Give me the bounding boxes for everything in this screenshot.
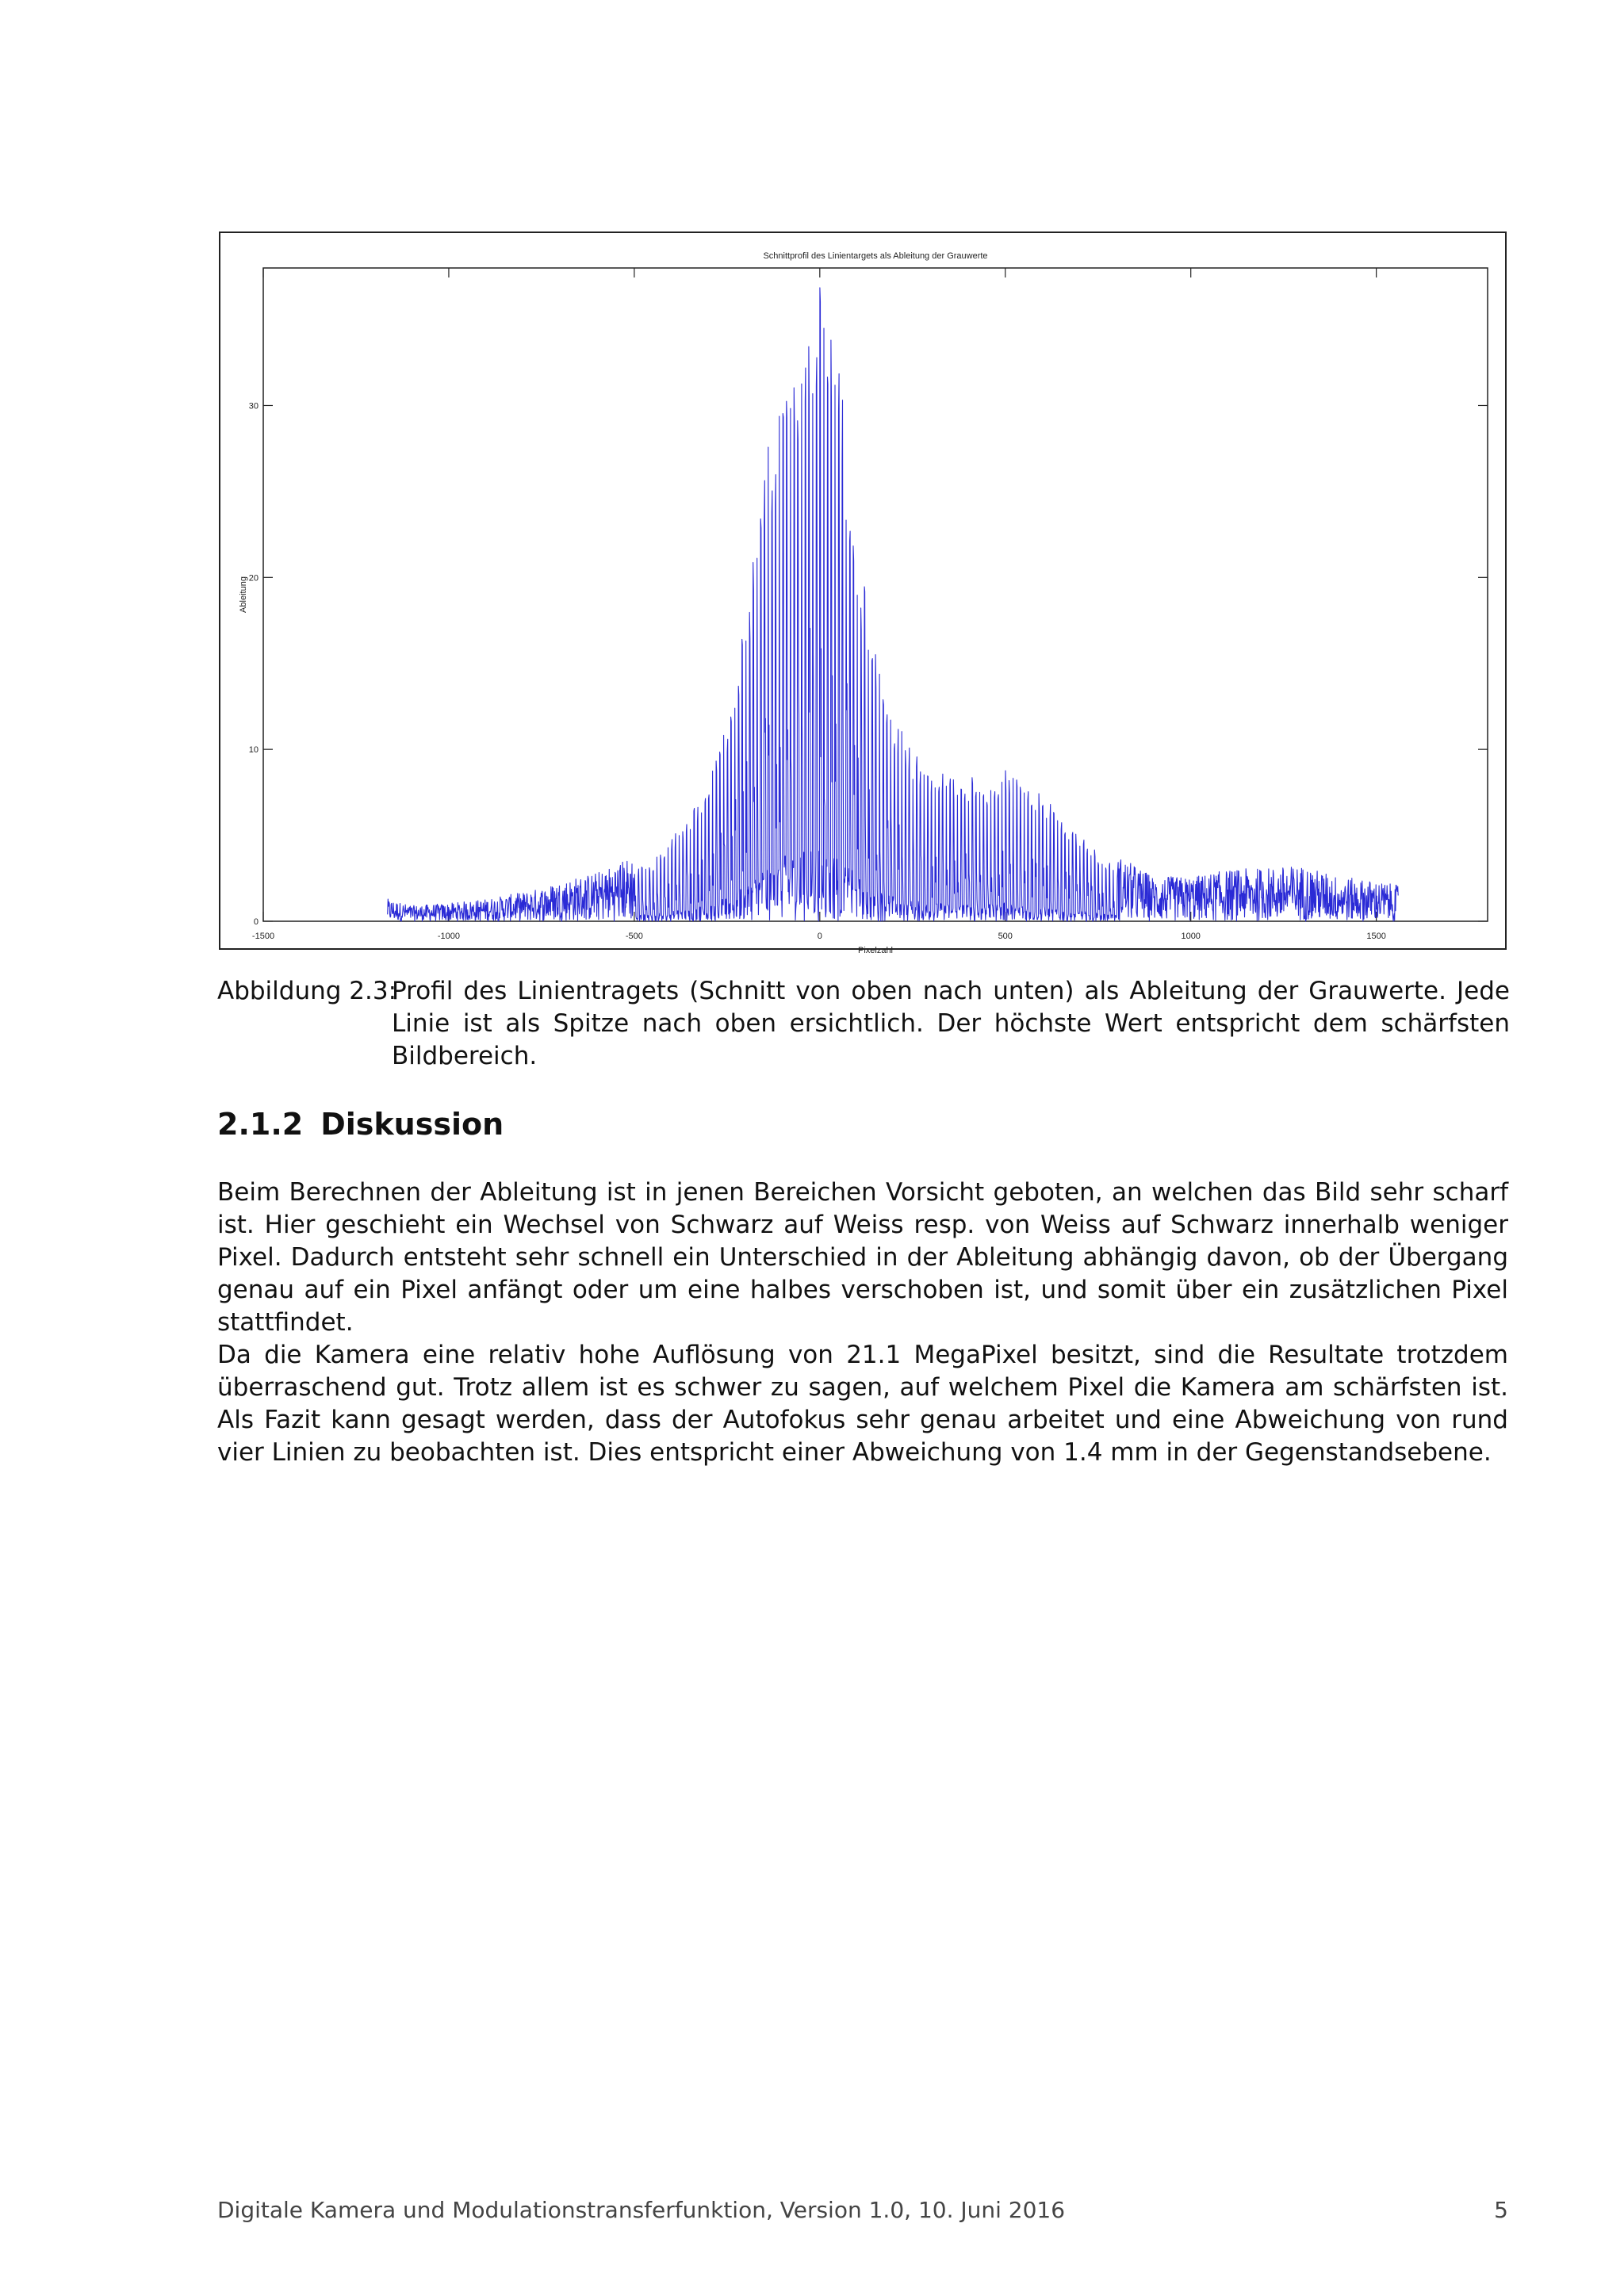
x-tick-label: -500 [625, 932, 643, 941]
x-tick-label: 0 [817, 932, 822, 941]
body-text [217, 1177, 1508, 1469]
page-footer [217, 2197, 1508, 2223]
x-tick-label: 1000 [1181, 932, 1201, 941]
y-tick-label: 10 [248, 745, 259, 756]
footer-text: Digitale Kamera und Modulationstransferfunktion, Version 1.0, 10. Juni 2016 [217, 2197, 1066, 2223]
x-axis-label: Pixelzahl [857, 946, 894, 955]
caption-label: Abbildung 2.3: [217, 977, 397, 1005]
paragraph-1: Beim Berechnen der Ableitung ist in jenen Bereichen Vorsicht geboten, an welchen das Bild sehr scharf ist. Hier geschieht ein Wechsel von Schwarz auf Weiss resp. von Weiss auf Schwarz innerhalb weniger Pixel. Dadurch entsteht sehr schnell ein Unterschied in der Ableitung abhängig davon, ob der Übergang genau auf ein Pixel anfängt oder um eine halbes verschoben ist, und somit über ein zusätzlichen Pixel stattfindet. [217, 1178, 1508, 1337]
caption-text: Profil des Linientragets (Schnitt von oben nach unten) als Ableitung der Grauwerte. Jede Linie ist als Spitze nach oben ersichtlich. Der höchste Wert entspricht dem schärfsten Bildbereich. [392, 977, 1510, 1070]
page-number: 5 [1494, 2197, 1508, 2223]
x-tick-label: -1500 [251, 932, 275, 941]
chart-title: Schnittprofil des Linientargets als Ableitung der Grauwerte [763, 251, 988, 261]
section-title: Diskussion [320, 1107, 504, 1142]
y-tick-label: 0 [253, 917, 259, 927]
x-tick-label: -1000 [437, 932, 461, 941]
y-tick-label: 20 [248, 573, 259, 584]
figure-caption [217, 975, 1510, 1073]
section-number: 2.1.2 [217, 1107, 304, 1142]
paragraph-2: Da die Kamera eine relativ hohe Auflösung von 21.1 MegaPixel besitzt, sind die Resultate trotzdem überraschend gut. Trotz allem ist es schwer zu sagen, auf welchem Pixel die Kamera am schärfsten ist. Als Fazit kann gesagt werden, dass der Autofokus sehr genau arbeitet und eine Abweichung von rund vier Linien zu beobachten ist. Dies entspricht einer Abweichung von 1.4 mm in der Gegenstandsebene. [217, 1341, 1508, 1467]
section-heading [217, 1107, 504, 1142]
figure-frame [219, 232, 1507, 955]
derivative-profile-chart [220, 233, 1505, 955]
x-tick-label: 500 [998, 932, 1013, 941]
y-tick-label: 30 [248, 401, 259, 411]
y-axis-label: Ableitung [239, 576, 248, 613]
x-tick-label: 1500 [1366, 932, 1386, 941]
series-line [388, 288, 1399, 921]
